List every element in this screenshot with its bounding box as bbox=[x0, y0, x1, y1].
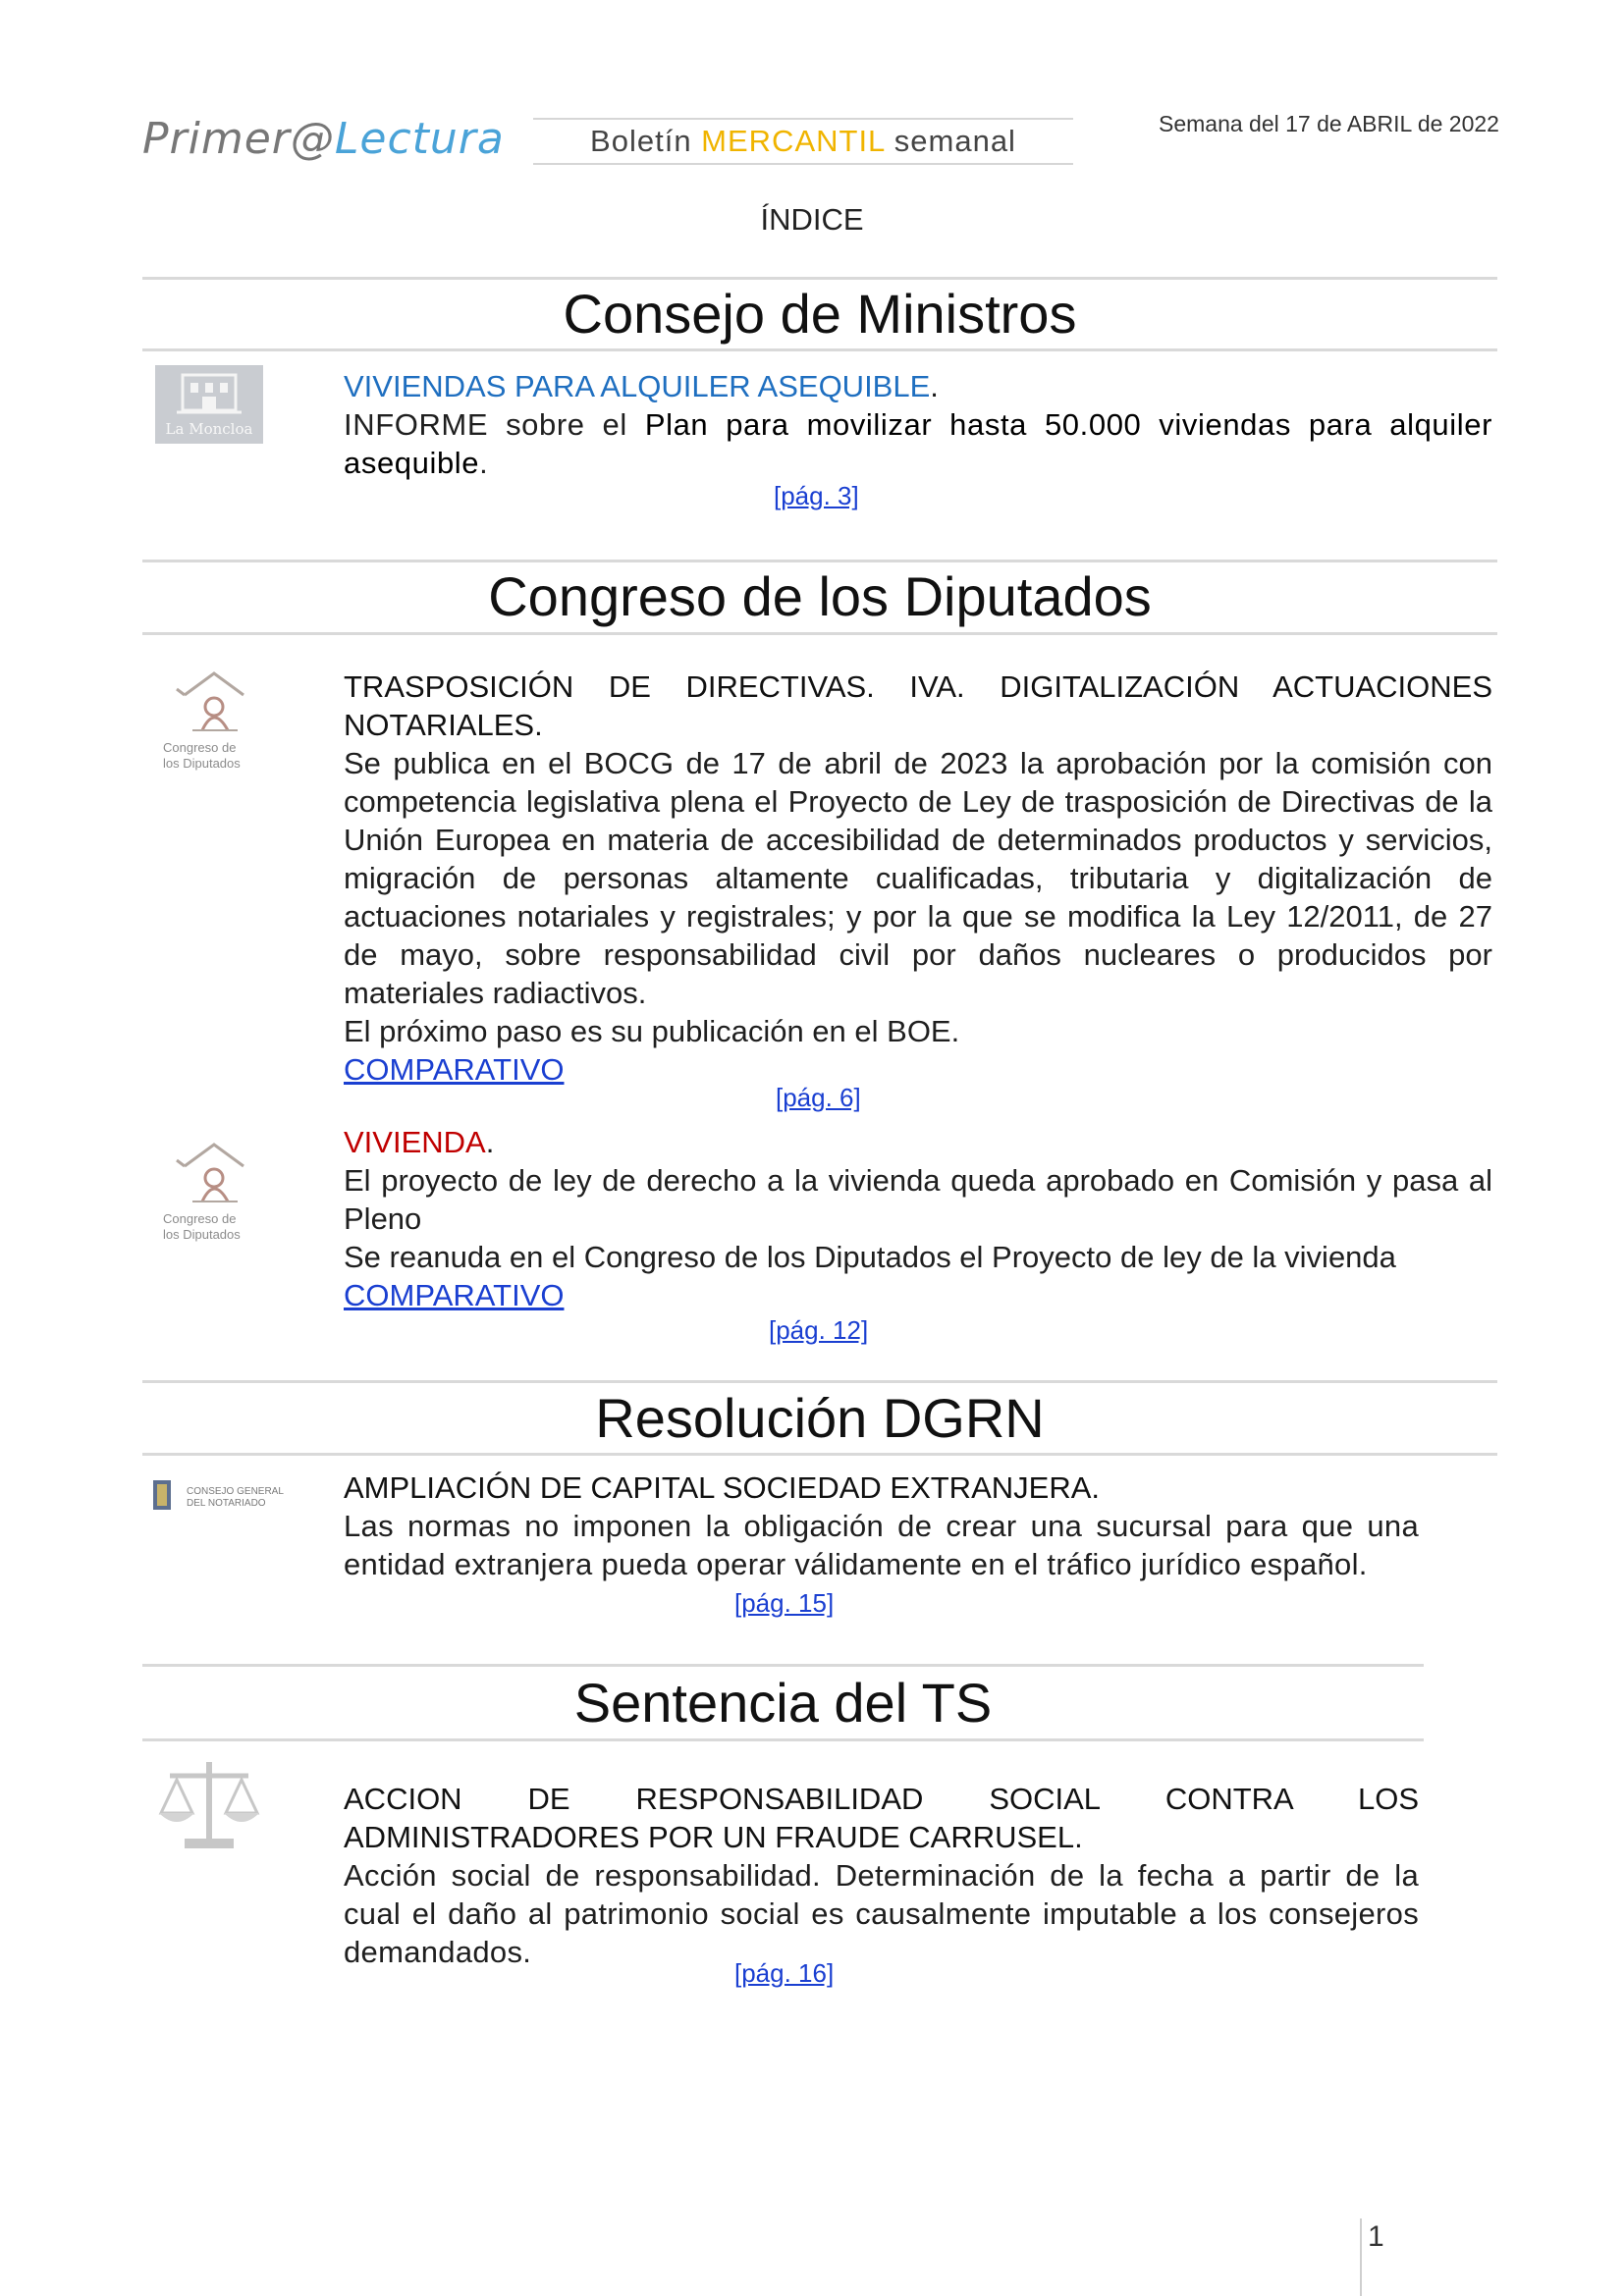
page-link-16[interactable]: [pág. 16] bbox=[734, 1958, 835, 1988]
scales-icon bbox=[155, 1752, 263, 1860]
brand-part2: Lectura bbox=[334, 114, 505, 164]
comparativo-link[interactable]: COMPARATIVO bbox=[344, 1052, 565, 1087]
notariado-logo bbox=[149, 1470, 287, 1529]
entry-accion bbox=[344, 1780, 1419, 1971]
entry-heading-end: . bbox=[930, 369, 939, 403]
entry-heading: VIVIENDAS PARA ALQUILER ASEQUIBLE bbox=[344, 369, 931, 403]
moncloa-logo bbox=[155, 365, 263, 444]
section-rule-top bbox=[142, 1664, 1424, 1667]
entry-ampliacion bbox=[344, 1468, 1419, 1583]
section-title-ts: Sentencia del TS bbox=[573, 1672, 993, 1734]
entry-heading: TRASPOSICIÓN DE DIRECTIVAS. IVA. DIGITALIZACIÓN ACTUACIONES NOTARIALES. bbox=[344, 669, 1492, 742]
entry-text-end: . bbox=[479, 446, 489, 480]
section-rule-top bbox=[142, 1380, 1497, 1383]
bulletin-highlight: MERCANTIL bbox=[701, 124, 886, 158]
entry-heading: AMPLIACIÓN DE CAPITAL SOCIEDAD EXTRANJERA. bbox=[344, 1470, 1100, 1505]
section-title-dgrn: Resolución DGRN bbox=[595, 1387, 1045, 1449]
page-link-15[interactable]: [pág. 15] bbox=[734, 1588, 835, 1618]
entry-trasposicion bbox=[344, 667, 1492, 1089]
entry-paragraph: Se publica en el BOCG de 17 de abril de 2023 la aprobación por la comisión con competencia legislativa plena el Proyecto de Ley de trasposición de Directivas de la Unión Europea en materia de accesibilidad de determinados productos y servicios, migración de personas altamente cualificadas, tributaria y digitalización de actuaciones notariales y registrales; y por la que se modifica la Ley 12/2011, de 27 de mayo, sobre responsabilidad civil por daños nucleares o producidos por materiales radiactivos. bbox=[344, 746, 1492, 1010]
entry-heading-end: . bbox=[485, 1125, 495, 1159]
congreso-logo bbox=[157, 667, 265, 775]
congreso-logo-label-2: los Diputados bbox=[163, 1227, 241, 1242]
entry-next-step: El próximo paso es su publicación en el BOE. bbox=[344, 1014, 960, 1048]
entry-line-2: Se reanuda en el Congreso de los Diputados el Proyecto de ley de la vivienda bbox=[344, 1240, 1396, 1274]
page-link-6[interactable]: [pág. 6] bbox=[776, 1083, 861, 1112]
page-number: 1 bbox=[1368, 2220, 1384, 2253]
moncloa-logo-label: La Moncloa bbox=[165, 420, 253, 438]
congreso-logo-label-1: Congreso de bbox=[163, 1211, 237, 1226]
entry-heading: ACCION DE RESPONSABILIDAD SOCIAL CONTRA LOS ADMINISTRADORES POR UN FRAUDE CARRUSEL. bbox=[344, 1782, 1419, 1854]
section-rule-bottom bbox=[142, 632, 1497, 635]
entry-paragraph: Acción social de responsabilidad. Determinación de la fecha a partir de la cual el daño al patrimonio social es causalmente imputable a los consejeros demandados. bbox=[344, 1858, 1419, 1969]
congreso-emblem-icon bbox=[157, 1139, 265, 1207]
notariado-label-1: CONSEJO GENERAL bbox=[187, 1486, 284, 1497]
week-date: Semana del 17 de ABRIL de 2022 bbox=[1159, 111, 1499, 136]
page-number-divider bbox=[1360, 2218, 1362, 2296]
notariado-emblem-icon bbox=[149, 1470, 189, 1520]
congreso-logo-label-2: los Diputados bbox=[163, 756, 241, 771]
section-title-congreso: Congreso de los Diputados bbox=[488, 565, 1152, 627]
bulletin-post: semanal bbox=[885, 124, 1016, 158]
entry-vivienda bbox=[344, 1123, 1492, 1314]
entry-line-1: El proyecto de ley de derecho a la vivienda queda aprobado en Comisión y pasa al Pleno bbox=[344, 1163, 1492, 1236]
entry-text-highlight: Plan para movilizar hasta 50.000 viviendas para alquiler asequible bbox=[344, 407, 1492, 480]
notariado-label-2: DEL NOTARIADO bbox=[187, 1498, 266, 1509]
entry-paragraph: Las normas no imponen la obligación de crear una sucursal para que una entidad extranjera pueda operar válidamente en el tráfico jurídico español. bbox=[344, 1509, 1419, 1581]
page-link-3[interactable]: [pág. 3] bbox=[774, 481, 859, 510]
bulletin-title bbox=[533, 118, 1073, 165]
index-heading: ÍNDICE bbox=[760, 202, 864, 237]
section-rule-bottom bbox=[142, 1453, 1497, 1456]
justice-scales-logo bbox=[155, 1752, 263, 1860]
congreso-logo-label-1: Congreso de bbox=[163, 740, 237, 755]
congreso-logo bbox=[157, 1139, 265, 1247]
comparativo-link[interactable]: COMPARATIVO bbox=[344, 1278, 565, 1312]
brand-part1: Primer@ bbox=[142, 114, 335, 164]
brand-logo bbox=[142, 114, 505, 164]
section-title-consejo: Consejo de Ministros bbox=[563, 283, 1077, 345]
entry-heading: VIVIENDA bbox=[344, 1125, 486, 1159]
page-link-12[interactable]: [pág. 12] bbox=[769, 1315, 869, 1345]
entry-alquiler bbox=[344, 367, 1492, 482]
bulletin-pre: Boletín bbox=[590, 124, 702, 158]
entry-text-pre: INFORME sobre el bbox=[344, 407, 645, 442]
section-rule-bottom bbox=[142, 348, 1497, 351]
congreso-emblem-icon bbox=[157, 667, 265, 736]
section-rule-bottom bbox=[142, 1738, 1424, 1741]
